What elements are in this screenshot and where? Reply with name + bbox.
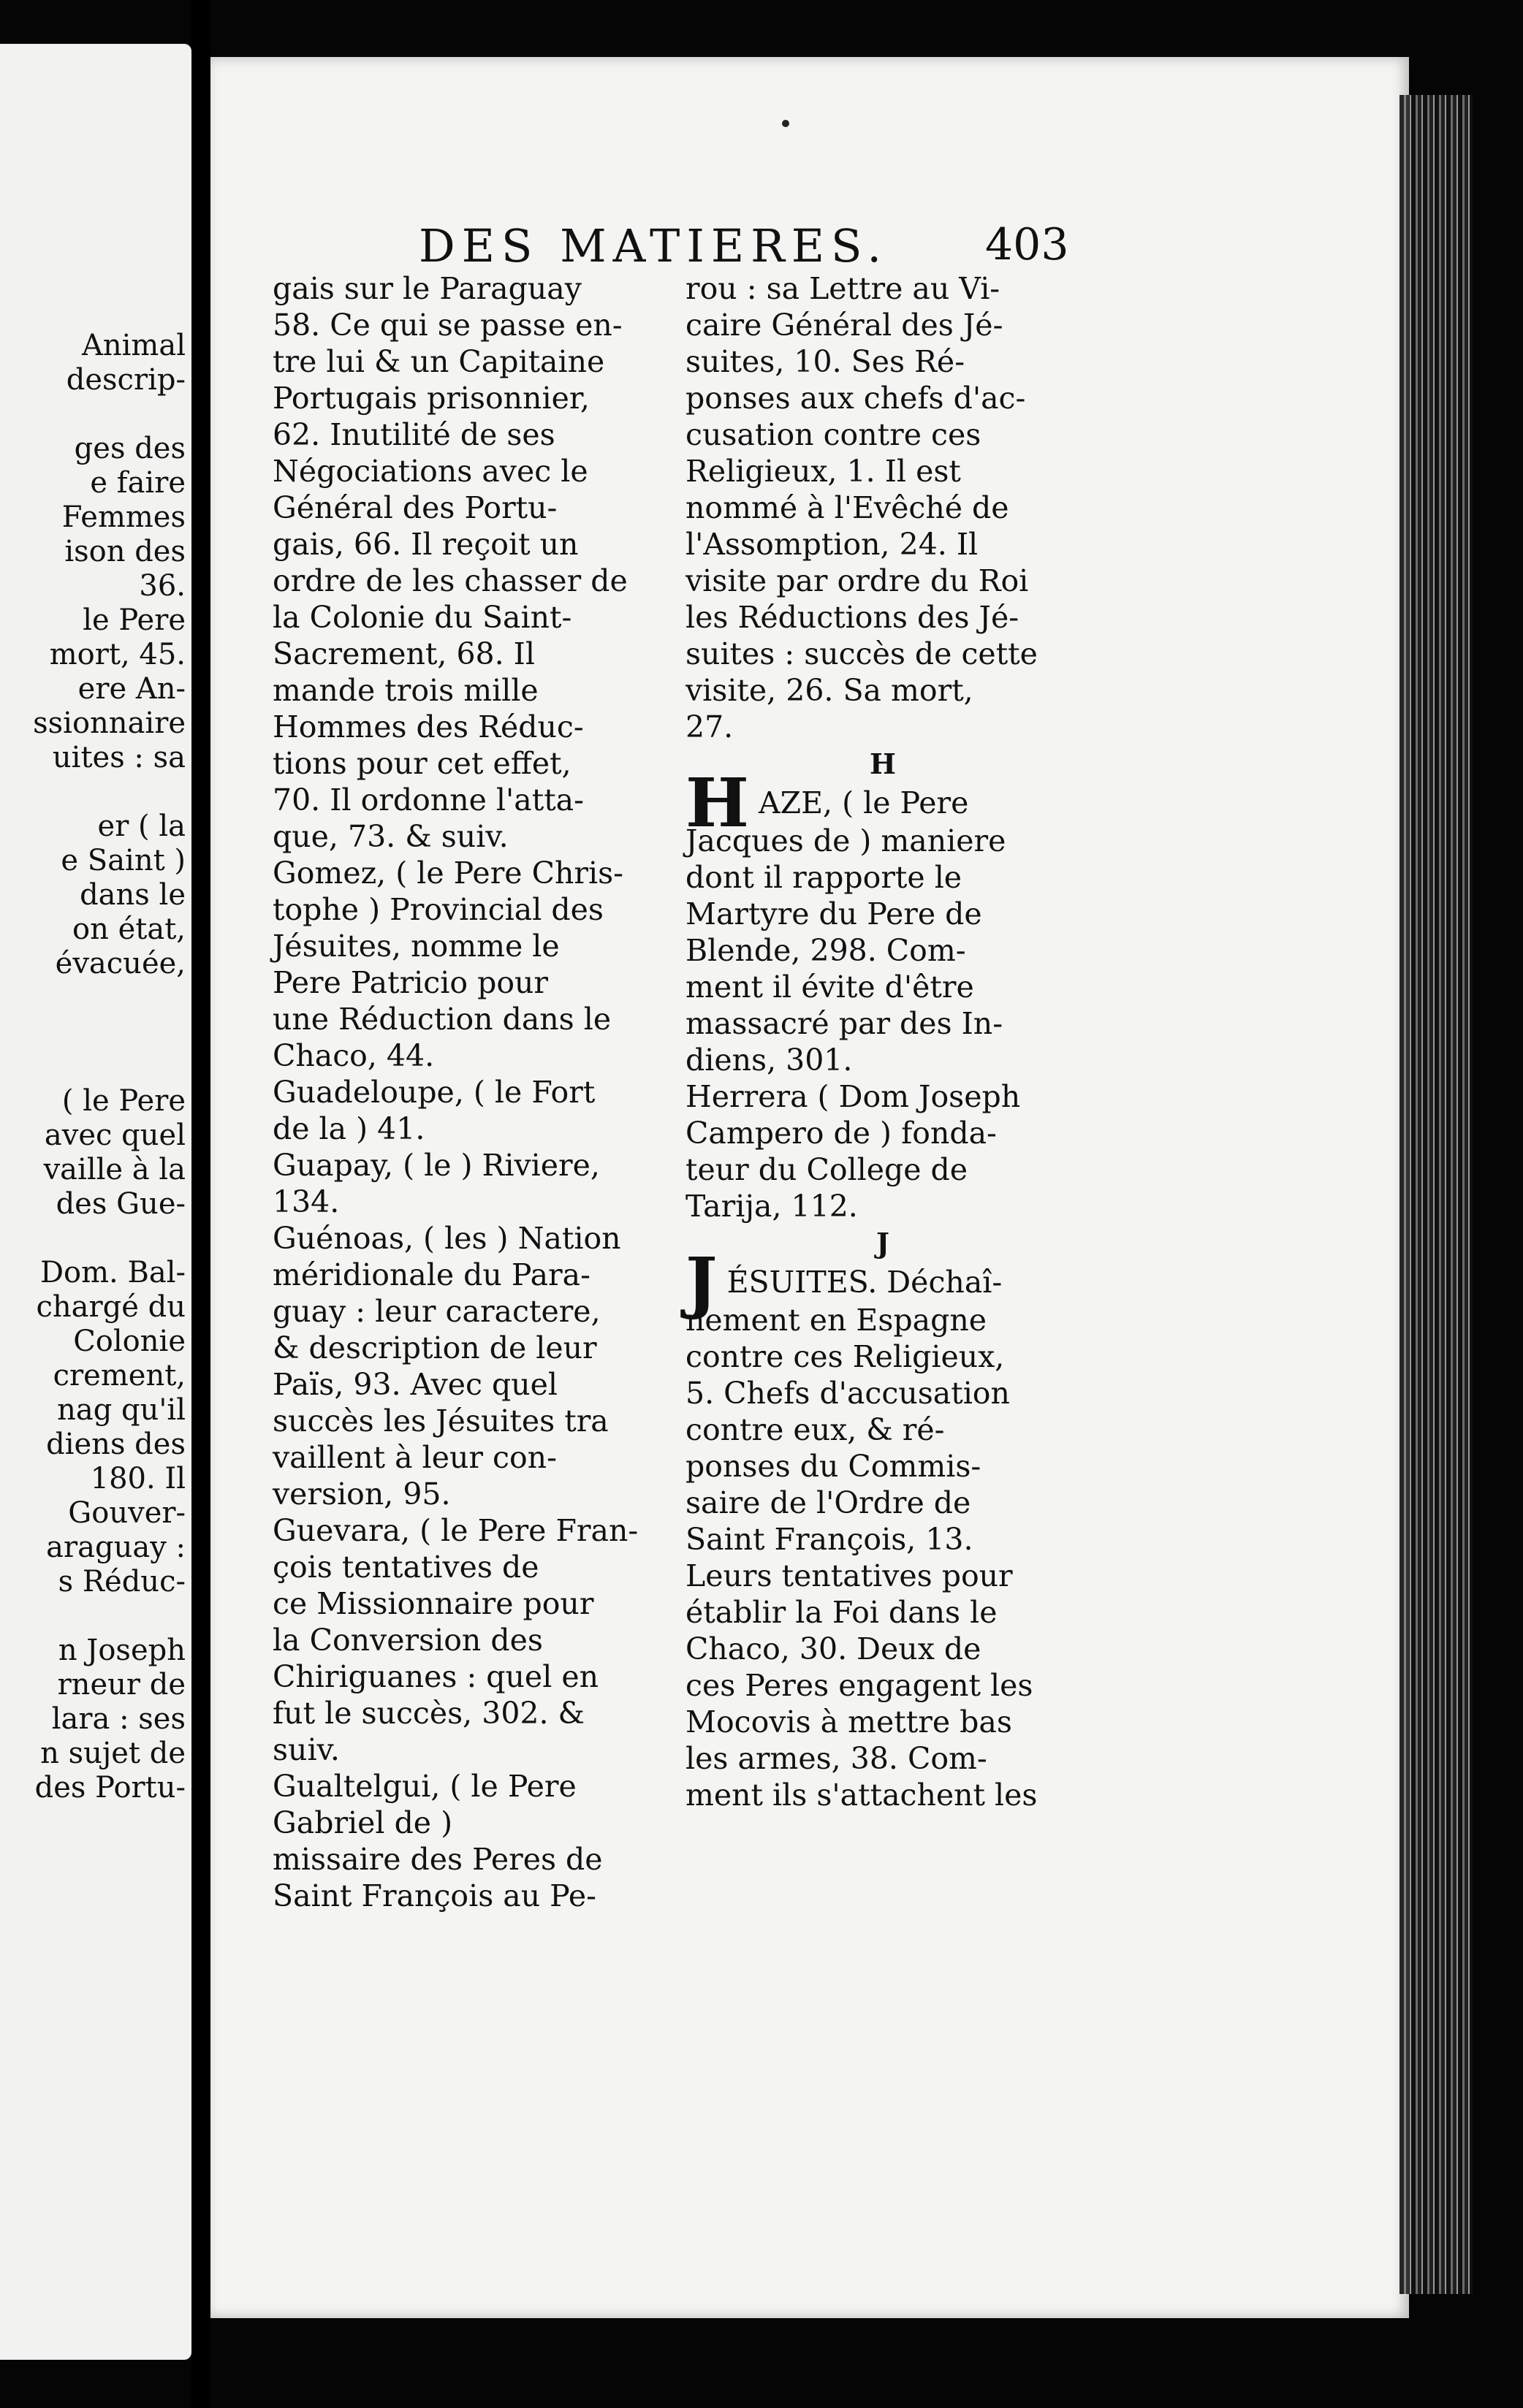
index-line: çois tentatives de (273, 1550, 539, 1585)
index-line: Blende, 298. Com- (685, 933, 966, 968)
index-column-left (273, 270, 638, 1914)
left-page-line: mort, 45. (49, 638, 186, 671)
index-line: Gomez, ( le Pere Chris- (273, 856, 623, 891)
index-line: version, 95. (273, 1477, 451, 1512)
left-page-line: e Saint ) (61, 844, 186, 877)
left-page-line: ssionnaire (33, 706, 186, 740)
page-edges (1399, 95, 1473, 2294)
left-page-line: des Gue- (56, 1187, 186, 1221)
index-line: suites, 10. Ses Ré- (685, 344, 965, 379)
book-gutter (191, 0, 210, 2408)
left-page-line: ison des (64, 535, 186, 568)
index-line: les Réductions des Jé- (685, 600, 1019, 635)
index-line: gais, 66. Il reçoit un (273, 527, 579, 562)
left-page-line: on état, (72, 912, 186, 946)
left-page-line (0, 1016, 186, 1050)
left-page-line: dans le (80, 878, 186, 912)
index-line: contre eux, & ré- (685, 1412, 945, 1447)
left-page-line: des Portu- (34, 1771, 186, 1805)
index-line: rou : sa Lettre au Vi- (685, 271, 1000, 306)
index-line: Mocovis à mettre bas (685, 1704, 1012, 1740)
index-line: saire de l'Ordre de (685, 1485, 971, 1520)
index-line: tophe ) Provincial des (273, 892, 604, 927)
index-line: 27. (685, 709, 734, 744)
left-page-line: ges des (74, 432, 186, 465)
left-page-line: Femmes (61, 500, 186, 534)
index-line: la Conversion des (273, 1623, 543, 1658)
index-column-right (685, 270, 1080, 1813)
index-line: Chiriguanes : quel en (273, 1659, 599, 1694)
index-line: Sacrement, 68. Il (273, 636, 535, 671)
left-page-line: araguay : (46, 1531, 186, 1564)
index-line: les armes, 38. Com- (685, 1741, 987, 1776)
left-page-line: ( le Pere (61, 1084, 186, 1118)
index-line: nement en Espagne (685, 1303, 987, 1338)
index-line: Saint François au Pe- (273, 1878, 597, 1913)
index-line: ces Peres engagent les (685, 1668, 1033, 1703)
left-page-text (0, 329, 186, 1805)
index-line: Général des Portu- (273, 490, 558, 525)
index-line: Guevara, ( le Pere Fran- (273, 1513, 639, 1548)
left-page-line: ere An- (77, 672, 186, 706)
index-line: ment ils s'attachent les (685, 1778, 1038, 1813)
index-line: Païs, 93. Avec quel (273, 1367, 558, 1402)
index-line: missaire des Peres de (273, 1842, 603, 1877)
index-line: méridionale du Para- (273, 1257, 590, 1292)
index-line: 70. Il ordonne l'atta- (273, 782, 584, 818)
left-page-line: vaille à la (43, 1153, 186, 1186)
index-line: contre ces Religieux, (685, 1339, 1005, 1374)
left-page-line (0, 1222, 186, 1256)
index-line: gais sur le Paraguay (273, 271, 582, 306)
index-line: 5. Chefs d'accusation (685, 1376, 1010, 1411)
index-line: guay : leur caractere, (273, 1294, 601, 1329)
index-line: tions pour cet effet, (273, 746, 571, 781)
left-page-line: er ( la (97, 809, 186, 843)
index-line: Saint François, 13. (685, 1522, 973, 1557)
left-page-line: nag qu'il (57, 1393, 186, 1427)
left-page-line: rneur de (57, 1668, 186, 1702)
entry-jesuites-heading: ÉSUITES. Déchaî- (726, 1265, 1003, 1300)
left-page-line: n sujet de (40, 1737, 186, 1770)
left-page-line: le Pere (83, 603, 186, 637)
index-line: Pere Patricio pour (273, 965, 549, 1000)
left-page-line (0, 397, 186, 432)
left-page-line: 180. Il (90, 1462, 186, 1496)
index-line: ce Missionnaire pour (273, 1586, 594, 1621)
index-line: ordre de les chasser de (273, 563, 628, 598)
drop-cap-h: H (685, 763, 749, 842)
index-line: succès les Jésuites tra (273, 1403, 609, 1439)
index-line: Tarija, 112. (685, 1189, 858, 1224)
index-line: dont il rapporte le (685, 860, 962, 895)
index-line: Campero de ) fonda- (685, 1116, 997, 1151)
index-line: Gualtelgui, ( le Pere (273, 1769, 577, 1804)
index-line: la Colonie du Saint- (273, 600, 572, 635)
left-page-line: descrip- (66, 363, 186, 397)
index-line: suiv. (273, 1732, 340, 1767)
index-line: Négociations avec le (273, 454, 588, 489)
left-page-line: 36. (139, 569, 186, 603)
left-page-line: e faire (90, 466, 186, 500)
page-number: 403 (985, 219, 1069, 270)
index-line: Gabriel de ) (273, 1805, 453, 1840)
left-page-line: uites : sa (52, 741, 186, 774)
left-page-line: Dom. Bal- (39, 1256, 186, 1289)
index-line: Jésuites, nomme le (273, 929, 560, 964)
left-page-line: diens des (46, 1428, 186, 1461)
index-line: de la ) 41. (273, 1111, 425, 1146)
index-line: 62. Inutilité de ses (273, 417, 555, 452)
ink-spot (782, 120, 789, 127)
left-page-line: Colonie (73, 1325, 186, 1358)
index-line: Religieux, 1. Il est (685, 454, 961, 489)
left-page-line: lara : ses (51, 1702, 186, 1736)
section-letter-h: H (870, 747, 896, 780)
book-page (210, 57, 1409, 2318)
running-header: DES MATIERES. (419, 219, 889, 273)
index-line: Guadeloupe, ( le Fort (273, 1075, 596, 1110)
index-line: suites : succès de cette (685, 636, 1038, 671)
section-letter-j: J (876, 1227, 889, 1260)
drop-cap-j: J (685, 1243, 718, 1322)
index-line: cusation contre ces (685, 417, 981, 452)
index-line: caire Général des Jé- (685, 308, 1003, 343)
index-line: Guénoas, ( les ) Nation (273, 1221, 621, 1256)
index-line: Herrera ( Dom Joseph (685, 1079, 1021, 1114)
left-page-line: chargé du (36, 1290, 186, 1324)
left-page-line: n Joseph (58, 1634, 186, 1667)
left-page-line: s Réduc- (58, 1565, 186, 1599)
index-line: teur du College de (685, 1152, 968, 1187)
index-line: l'Assomption, 24. Il (685, 527, 979, 562)
left-page-line: Animal (81, 329, 186, 362)
index-line: 134. (273, 1184, 340, 1219)
index-line: que, 73. & suiv. (273, 819, 509, 854)
index-line: nommé à l'Evêché de (685, 490, 1009, 525)
index-line: mande trois mille (273, 673, 539, 708)
index-line: ponses du Commis- (685, 1449, 981, 1484)
index-line: tre lui & un Capitaine (273, 344, 605, 379)
index-line: Portugais prisonnier, (273, 381, 590, 416)
index-line: vaillent à leur con- (273, 1440, 557, 1475)
left-page-line (0, 981, 186, 1016)
left-page-line: crement, (53, 1359, 186, 1392)
index-line: diens, 301. (685, 1043, 853, 1078)
index-line: Jacques de ) maniere (685, 823, 1006, 858)
entry-haze-heading: AZE, ( le Pere (758, 785, 969, 820)
index-line: ponses aux chefs d'ac- (685, 381, 1026, 416)
index-line: Chaco, 44. (273, 1038, 435, 1073)
left-page-line: avec quel (44, 1119, 186, 1152)
index-line: Martyre du Pere de (685, 896, 982, 931)
index-line: visite par ordre du Roi (685, 563, 1029, 598)
left-page-line (0, 1599, 186, 1634)
index-line: Chaco, 30. Deux de (685, 1631, 981, 1666)
index-line: fut le succès, 302. & (273, 1696, 585, 1731)
index-line: établir la Foi dans le (685, 1595, 998, 1630)
index-line: 58. Ce qui se passe en- (273, 308, 623, 343)
left-facing-page (0, 44, 191, 2360)
left-page-line (0, 775, 186, 809)
left-page-line: Gouver- (68, 1496, 186, 1530)
index-line: visite, 26. Sa mort, (685, 673, 973, 708)
index-line: une Réduction dans le (273, 1002, 612, 1037)
index-line: ment il évite d'être (685, 969, 974, 1005)
index-line: Leurs tentatives pour (685, 1558, 1013, 1593)
index-line: massacré par des In- (685, 1006, 1003, 1041)
index-line: Guapay, ( le ) Riviere, (273, 1148, 600, 1183)
left-page-line (0, 1050, 186, 1084)
index-line: & description de leur (273, 1330, 597, 1365)
index-line: Hommes des Réduc- (273, 709, 584, 744)
left-page-line: évacuée, (55, 947, 186, 980)
